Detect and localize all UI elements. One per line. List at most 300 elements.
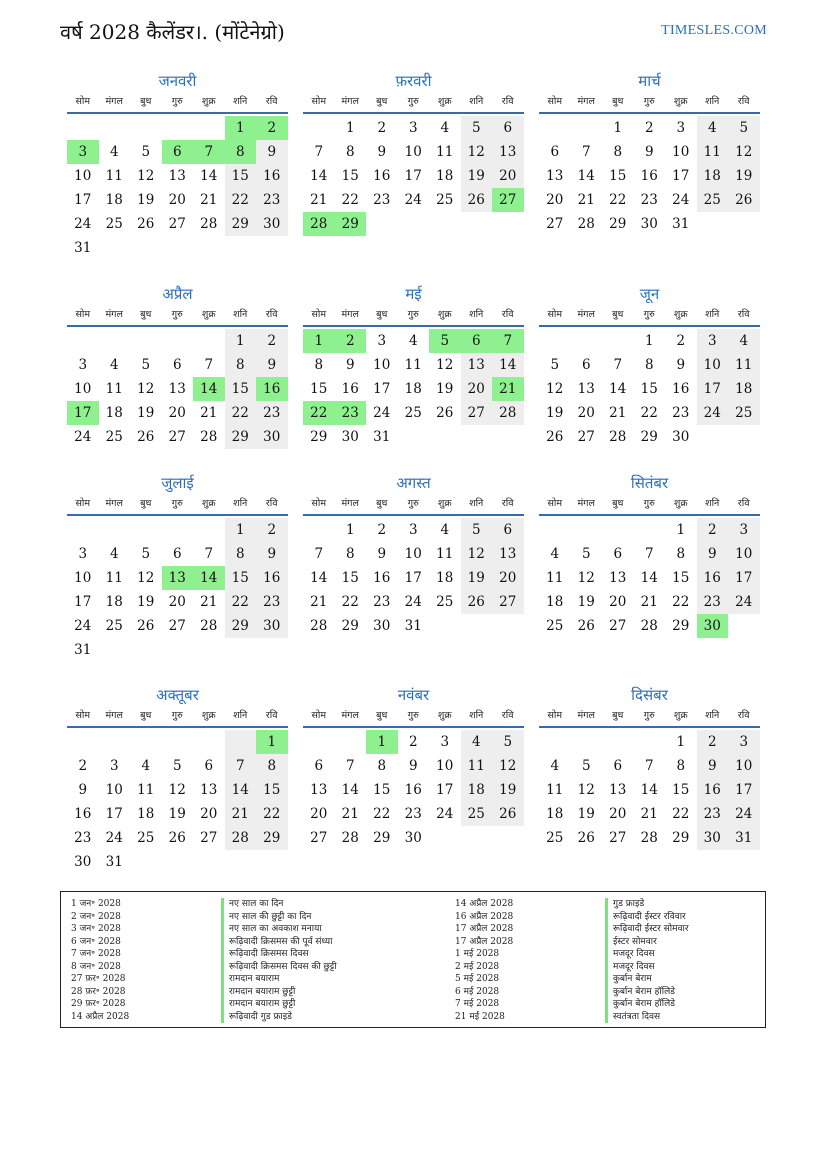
- day-cell[interactable]: 13: [162, 566, 194, 590]
- day-cell[interactable]: 29: [373, 830, 391, 846]
- day-cell[interactable]: 16: [74, 806, 92, 822]
- day-cell[interactable]: 21: [492, 377, 524, 401]
- day-cell[interactable]: 18: [137, 806, 155, 822]
- day-cell[interactable]: 15: [373, 782, 391, 798]
- day-cell[interactable]: 23: [697, 802, 729, 826]
- day-cell[interactable]: 21: [310, 594, 328, 610]
- day-cell[interactable]: 6: [613, 758, 623, 774]
- day-cell[interactable]: 5: [429, 329, 461, 353]
- day-cell[interactable]: 5: [550, 357, 560, 373]
- day-cell[interactable]: 3: [78, 357, 88, 373]
- day-cell[interactable]: 23: [697, 590, 729, 614]
- day-cell[interactable]: 22: [672, 594, 690, 610]
- day-cell[interactable]: 21: [200, 594, 218, 610]
- day-cell[interactable]: 20: [609, 806, 627, 822]
- day-cell[interactable]: 7: [314, 144, 324, 160]
- day-cell[interactable]: 9: [697, 542, 729, 566]
- day-cell[interactable]: 30: [256, 212, 288, 236]
- day-cell[interactable]: 14: [577, 168, 595, 184]
- day-cell[interactable]: 16: [697, 566, 729, 590]
- day-cell[interactable]: 16: [256, 164, 288, 188]
- day-cell[interactable]: 1: [676, 734, 686, 750]
- day-cell[interactable]: 28: [310, 618, 328, 634]
- day-cell[interactable]: 31: [105, 854, 123, 870]
- day-cell[interactable]: 3: [377, 333, 387, 349]
- day-cell[interactable]: 19: [577, 594, 595, 610]
- day-cell[interactable]: 2: [377, 522, 387, 538]
- day-cell[interactable]: 1: [644, 333, 654, 349]
- day-cell[interactable]: 4: [408, 333, 418, 349]
- day-cell[interactable]: 4: [109, 144, 119, 160]
- day-cell[interactable]: 6: [550, 144, 560, 160]
- day-cell[interactable]: 29: [609, 216, 627, 232]
- day-cell[interactable]: 9: [644, 144, 654, 160]
- day-cell[interactable]: 17: [74, 192, 92, 208]
- day-cell[interactable]: 6: [492, 518, 524, 542]
- day-cell[interactable]: 23: [256, 590, 288, 614]
- day-cell[interactable]: 11: [436, 546, 454, 562]
- day-cell[interactable]: 1: [676, 522, 686, 538]
- day-cell[interactable]: 18: [404, 381, 422, 397]
- day-cell[interactable]: 4: [141, 758, 151, 774]
- day-cell[interactable]: 30: [672, 429, 690, 445]
- day-cell[interactable]: 19: [461, 164, 493, 188]
- day-cell[interactable]: 11: [436, 144, 454, 160]
- day-cell[interactable]: 11: [404, 357, 422, 373]
- day-cell[interactable]: 11: [697, 140, 729, 164]
- day-cell[interactable]: 14: [193, 377, 225, 401]
- day-cell[interactable]: 16: [256, 377, 288, 401]
- day-cell[interactable]: 30: [256, 614, 288, 638]
- day-cell[interactable]: 16: [256, 566, 288, 590]
- day-cell[interactable]: 2: [408, 734, 418, 750]
- day-cell[interactable]: 9: [256, 140, 288, 164]
- day-cell[interactable]: 6: [461, 329, 493, 353]
- day-cell[interactable]: 8: [225, 353, 257, 377]
- day-cell[interactable]: 26: [137, 618, 155, 634]
- day-cell[interactable]: 13: [609, 782, 627, 798]
- day-cell[interactable]: 15: [341, 570, 359, 586]
- day-cell[interactable]: 7: [345, 758, 355, 774]
- day-cell[interactable]: 26: [461, 188, 493, 212]
- day-cell[interactable]: 6: [162, 140, 194, 164]
- day-cell[interactable]: 1: [613, 120, 623, 136]
- day-cell[interactable]: 24: [74, 429, 92, 445]
- day-cell[interactable]: 28: [303, 212, 335, 236]
- day-cell[interactable]: 1: [225, 116, 257, 140]
- day-cell[interactable]: 31: [373, 429, 391, 445]
- day-cell[interactable]: 20: [492, 566, 524, 590]
- day-cell[interactable]: 8: [345, 144, 355, 160]
- day-cell[interactable]: 19: [436, 381, 454, 397]
- day-cell[interactable]: 5: [581, 758, 591, 774]
- day-cell[interactable]: 12: [137, 168, 155, 184]
- day-cell[interactable]: 12: [492, 754, 524, 778]
- day-cell[interactable]: 25: [105, 429, 123, 445]
- day-cell[interactable]: 14: [341, 782, 359, 798]
- day-cell[interactable]: 18: [546, 594, 564, 610]
- day-cell[interactable]: 3: [697, 329, 729, 353]
- day-cell[interactable]: 30: [373, 618, 391, 634]
- day-cell[interactable]: 25: [546, 830, 564, 846]
- day-cell[interactable]: 9: [676, 357, 686, 373]
- day-cell[interactable]: 4: [697, 116, 729, 140]
- day-cell[interactable]: 24: [74, 216, 92, 232]
- day-cell[interactable]: 14: [310, 570, 328, 586]
- day-cell[interactable]: 7: [492, 329, 524, 353]
- day-cell[interactable]: 3: [440, 734, 450, 750]
- day-cell[interactable]: 13: [461, 353, 493, 377]
- day-cell[interactable]: 11: [105, 381, 123, 397]
- day-cell[interactable]: 2: [256, 116, 288, 140]
- day-cell[interactable]: 4: [109, 357, 119, 373]
- day-cell[interactable]: 17: [436, 782, 454, 798]
- day-cell[interactable]: 20: [168, 405, 186, 421]
- day-cell[interactable]: 27: [577, 429, 595, 445]
- day-cell[interactable]: 18: [105, 192, 123, 208]
- day-cell[interactable]: 28: [640, 830, 658, 846]
- day-cell[interactable]: 5: [728, 116, 760, 140]
- day-cell[interactable]: 4: [440, 120, 450, 136]
- day-cell[interactable]: 29: [335, 212, 367, 236]
- day-cell[interactable]: 2: [78, 758, 88, 774]
- day-cell[interactable]: 30: [697, 614, 729, 638]
- day-cell[interactable]: 29: [310, 429, 328, 445]
- day-cell[interactable]: 2: [256, 329, 288, 353]
- day-cell[interactable]: 28: [200, 618, 218, 634]
- day-cell[interactable]: 3: [728, 730, 760, 754]
- day-cell[interactable]: 17: [404, 570, 422, 586]
- day-cell[interactable]: 8: [256, 754, 288, 778]
- day-cell[interactable]: 4: [550, 546, 560, 562]
- day-cell[interactable]: 27: [200, 830, 218, 846]
- day-cell[interactable]: 28: [492, 401, 524, 425]
- day-cell[interactable]: 22: [373, 806, 391, 822]
- day-cell[interactable]: 16: [697, 778, 729, 802]
- day-cell[interactable]: 17: [697, 377, 729, 401]
- day-cell[interactable]: 14: [609, 381, 627, 397]
- day-cell[interactable]: 2: [377, 120, 387, 136]
- day-cell[interactable]: 23: [672, 405, 690, 421]
- day-cell[interactable]: 10: [373, 357, 391, 373]
- day-cell[interactable]: 20: [168, 192, 186, 208]
- day-cell[interactable]: 24: [697, 401, 729, 425]
- day-cell[interactable]: 22: [609, 192, 627, 208]
- day-cell[interactable]: 10: [74, 168, 92, 184]
- day-cell[interactable]: 8: [676, 546, 686, 562]
- day-cell[interactable]: 18: [728, 377, 760, 401]
- day-cell[interactable]: 5: [581, 546, 591, 562]
- day-cell[interactable]: 27: [609, 618, 627, 634]
- day-cell[interactable]: 27: [461, 401, 493, 425]
- day-cell[interactable]: 7: [644, 546, 654, 562]
- day-cell[interactable]: 23: [74, 830, 92, 846]
- day-cell[interactable]: 5: [141, 144, 151, 160]
- day-cell[interactable]: 8: [676, 758, 686, 774]
- day-cell[interactable]: 29: [672, 830, 690, 846]
- day-cell[interactable]: 13: [168, 168, 186, 184]
- day-cell[interactable]: 29: [640, 429, 658, 445]
- day-cell[interactable]: 10: [728, 754, 760, 778]
- day-cell[interactable]: 26: [577, 830, 595, 846]
- day-cell[interactable]: 10: [697, 353, 729, 377]
- day-cell[interactable]: 19: [577, 806, 595, 822]
- day-cell[interactable]: 2: [644, 120, 654, 136]
- day-cell[interactable]: 9: [377, 144, 387, 160]
- day-cell[interactable]: 21: [310, 192, 328, 208]
- day-cell[interactable]: 17: [74, 594, 92, 610]
- day-cell[interactable]: 13: [609, 570, 627, 586]
- day-cell[interactable]: 5: [461, 116, 493, 140]
- day-cell[interactable]: 14: [310, 168, 328, 184]
- day-cell[interactable]: 25: [728, 401, 760, 425]
- day-cell[interactable]: 11: [461, 754, 493, 778]
- day-cell[interactable]: 15: [672, 570, 690, 586]
- day-cell[interactable]: 20: [461, 377, 493, 401]
- day-cell[interactable]: 5: [141, 357, 151, 373]
- day-cell[interactable]: 25: [461, 802, 493, 826]
- day-cell[interactable]: 21: [225, 802, 257, 826]
- day-cell[interactable]: 27: [168, 429, 186, 445]
- day-cell[interactable]: 30: [404, 830, 422, 846]
- day-cell[interactable]: 14: [225, 778, 257, 802]
- day-cell[interactable]: 28: [200, 216, 218, 232]
- day-cell[interactable]: 29: [256, 826, 288, 850]
- day-cell[interactable]: 12: [168, 782, 186, 798]
- day-cell[interactable]: 23: [256, 401, 288, 425]
- day-cell[interactable]: 19: [168, 806, 186, 822]
- day-cell[interactable]: 20: [168, 594, 186, 610]
- day-cell[interactable]: 31: [404, 618, 422, 634]
- day-cell[interactable]: 25: [105, 618, 123, 634]
- day-cell[interactable]: 3: [728, 518, 760, 542]
- day-cell[interactable]: 2: [697, 730, 729, 754]
- day-cell[interactable]: 14: [640, 782, 658, 798]
- day-cell[interactable]: 25: [105, 216, 123, 232]
- day-cell[interactable]: 3: [408, 120, 418, 136]
- day-cell[interactable]: 17: [67, 401, 99, 425]
- day-cell[interactable]: 16: [404, 782, 422, 798]
- day-cell[interactable]: 19: [461, 566, 493, 590]
- day-cell[interactable]: 20: [577, 405, 595, 421]
- day-cell[interactable]: 27: [546, 216, 564, 232]
- day-cell[interactable]: 17: [373, 381, 391, 397]
- day-cell[interactable]: 24: [436, 806, 454, 822]
- day-cell[interactable]: 16: [640, 168, 658, 184]
- day-cell[interactable]: 26: [492, 802, 524, 826]
- day-cell[interactable]: 18: [105, 594, 123, 610]
- day-cell[interactable]: 10: [74, 381, 92, 397]
- day-cell[interactable]: 8: [345, 546, 355, 562]
- day-cell[interactable]: 8: [225, 140, 257, 164]
- day-cell[interactable]: 26: [137, 429, 155, 445]
- day-cell[interactable]: 24: [728, 590, 760, 614]
- day-cell[interactable]: 25: [697, 188, 729, 212]
- day-cell[interactable]: 29: [672, 618, 690, 634]
- day-cell[interactable]: 4: [461, 730, 493, 754]
- day-cell[interactable]: 24: [404, 594, 422, 610]
- day-cell[interactable]: 28: [640, 618, 658, 634]
- day-cell[interactable]: 6: [492, 116, 524, 140]
- day-cell[interactable]: 23: [373, 594, 391, 610]
- day-cell[interactable]: 18: [436, 570, 454, 586]
- day-cell[interactable]: 12: [577, 782, 595, 798]
- day-cell[interactable]: 8: [644, 357, 654, 373]
- day-cell[interactable]: 7: [613, 357, 623, 373]
- day-cell[interactable]: 15: [640, 381, 658, 397]
- day-cell[interactable]: 18: [546, 806, 564, 822]
- day-cell[interactable]: 10: [404, 144, 422, 160]
- day-cell[interactable]: 11: [546, 570, 564, 586]
- day-cell[interactable]: 10: [404, 546, 422, 562]
- day-cell[interactable]: 29: [225, 425, 257, 449]
- day-cell[interactable]: 31: [728, 826, 760, 850]
- day-cell[interactable]: 23: [373, 192, 391, 208]
- day-cell[interactable]: 16: [341, 381, 359, 397]
- day-cell[interactable]: 7: [204, 546, 214, 562]
- day-cell[interactable]: 7: [225, 754, 257, 778]
- day-cell[interactable]: 19: [492, 778, 524, 802]
- day-cell[interactable]: 4: [550, 758, 560, 774]
- day-cell[interactable]: 7: [314, 546, 324, 562]
- day-cell[interactable]: 25: [436, 192, 454, 208]
- brand-link[interactable]: TIMESLES.COM: [661, 23, 767, 38]
- day-cell[interactable]: 27: [609, 830, 627, 846]
- day-cell[interactable]: 11: [105, 570, 123, 586]
- day-cell[interactable]: 22: [256, 802, 288, 826]
- day-cell[interactable]: 10: [105, 782, 123, 798]
- day-cell[interactable]: 19: [546, 405, 564, 421]
- day-cell[interactable]: 21: [640, 806, 658, 822]
- day-cell[interactable]: 28: [577, 216, 595, 232]
- day-cell[interactable]: 30: [74, 854, 92, 870]
- day-cell[interactable]: 3: [78, 546, 88, 562]
- day-cell[interactable]: 18: [436, 168, 454, 184]
- day-cell[interactable]: 7: [193, 140, 225, 164]
- day-cell[interactable]: 7: [644, 758, 654, 774]
- day-cell[interactable]: 15: [310, 381, 328, 397]
- day-cell[interactable]: 11: [546, 782, 564, 798]
- day-cell[interactable]: 28: [225, 826, 257, 850]
- day-cell[interactable]: 7: [581, 144, 591, 160]
- day-cell[interactable]: 5: [492, 730, 524, 754]
- day-cell[interactable]: 6: [172, 546, 182, 562]
- day-cell[interactable]: 25: [137, 830, 155, 846]
- day-cell[interactable]: 25: [404, 405, 422, 421]
- day-cell[interactable]: 31: [74, 642, 92, 658]
- day-cell[interactable]: 9: [408, 758, 418, 774]
- day-cell[interactable]: 24: [373, 405, 391, 421]
- day-cell[interactable]: 10: [74, 570, 92, 586]
- day-cell[interactable]: 6: [581, 357, 591, 373]
- day-cell[interactable]: 21: [341, 806, 359, 822]
- day-cell[interactable]: 15: [225, 566, 257, 590]
- day-cell[interactable]: 9: [256, 542, 288, 566]
- day-cell[interactable]: 12: [461, 542, 493, 566]
- day-cell[interactable]: 22: [341, 192, 359, 208]
- day-cell[interactable]: 22: [341, 594, 359, 610]
- day-cell[interactable]: 21: [577, 192, 595, 208]
- day-cell[interactable]: 8: [613, 144, 623, 160]
- day-cell[interactable]: 27: [310, 830, 328, 846]
- day-cell[interactable]: 19: [137, 405, 155, 421]
- day-cell[interactable]: 12: [461, 140, 493, 164]
- day-cell[interactable]: 21: [200, 192, 218, 208]
- day-cell[interactable]: 29: [225, 212, 257, 236]
- day-cell[interactable]: 22: [225, 401, 257, 425]
- day-cell[interactable]: 20: [200, 806, 218, 822]
- day-cell[interactable]: 13: [577, 381, 595, 397]
- day-cell[interactable]: 24: [74, 618, 92, 634]
- day-cell[interactable]: 1: [303, 329, 335, 353]
- day-cell[interactable]: 21: [200, 405, 218, 421]
- day-cell[interactable]: 14: [640, 570, 658, 586]
- day-cell[interactable]: 3: [109, 758, 119, 774]
- day-cell[interactable]: 6: [204, 758, 214, 774]
- day-cell[interactable]: 4: [109, 546, 119, 562]
- day-cell[interactable]: 15: [225, 164, 257, 188]
- day-cell[interactable]: 3: [676, 120, 686, 136]
- day-cell[interactable]: 6: [172, 357, 182, 373]
- day-cell[interactable]: 16: [672, 381, 690, 397]
- day-cell[interactable]: 18: [461, 778, 493, 802]
- day-cell[interactable]: 17: [672, 168, 690, 184]
- day-cell[interactable]: 29: [225, 614, 257, 638]
- day-cell[interactable]: 12: [436, 357, 454, 373]
- day-cell[interactable]: 24: [672, 192, 690, 208]
- day-cell[interactable]: 22: [225, 590, 257, 614]
- day-cell[interactable]: 1: [225, 518, 257, 542]
- day-cell[interactable]: 10: [436, 758, 454, 774]
- day-cell[interactable]: 16: [373, 168, 391, 184]
- day-cell[interactable]: 31: [74, 240, 92, 256]
- day-cell[interactable]: 23: [640, 192, 658, 208]
- day-cell[interactable]: 20: [546, 192, 564, 208]
- day-cell[interactable]: 2: [676, 333, 686, 349]
- day-cell[interactable]: 2: [335, 329, 367, 353]
- day-cell[interactable]: 7: [204, 357, 214, 373]
- day-cell[interactable]: 1: [225, 329, 257, 353]
- day-cell[interactable]: 4: [728, 329, 760, 353]
- day-cell[interactable]: 15: [341, 168, 359, 184]
- day-cell[interactable]: 3: [67, 140, 99, 164]
- day-cell[interactable]: 15: [609, 168, 627, 184]
- day-cell[interactable]: 17: [105, 806, 123, 822]
- day-cell[interactable]: 28: [341, 830, 359, 846]
- day-cell[interactable]: 20: [310, 806, 328, 822]
- day-cell[interactable]: 26: [436, 405, 454, 421]
- day-cell[interactable]: 22: [303, 401, 335, 425]
- day-cell[interactable]: 26: [546, 429, 564, 445]
- day-cell[interactable]: 22: [640, 405, 658, 421]
- day-cell[interactable]: 1: [366, 730, 398, 754]
- day-cell[interactable]: 24: [105, 830, 123, 846]
- day-cell[interactable]: 30: [256, 425, 288, 449]
- day-cell[interactable]: 12: [546, 381, 564, 397]
- day-cell[interactable]: 9: [345, 357, 355, 373]
- day-cell[interactable]: 13: [492, 140, 524, 164]
- day-cell[interactable]: 18: [697, 164, 729, 188]
- day-cell[interactable]: 12: [137, 381, 155, 397]
- day-cell[interactable]: 14: [193, 566, 225, 590]
- day-cell[interactable]: 22: [672, 806, 690, 822]
- day-cell[interactable]: 5: [172, 758, 182, 774]
- day-cell[interactable]: 26: [137, 216, 155, 232]
- day-cell[interactable]: 13: [546, 168, 564, 184]
- day-cell[interactable]: 26: [461, 590, 493, 614]
- day-cell[interactable]: 20: [609, 594, 627, 610]
- day-cell[interactable]: 25: [546, 618, 564, 634]
